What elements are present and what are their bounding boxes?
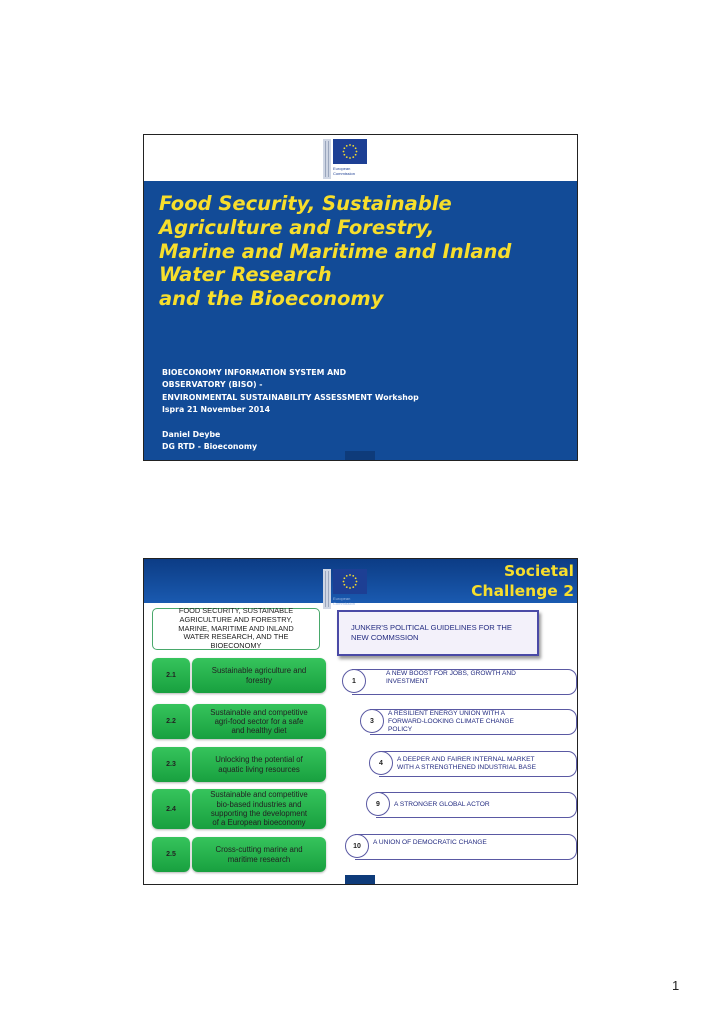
priority-label: A DEEPER AND FAIRER INTERNAL MARKET WITH A STRENGTHENED INDUSTRIAL BASE — [397, 756, 536, 771]
author-affiliation: DG RTD - Bioeconomy — [162, 442, 258, 452]
info-line: Ispra 21 November 2014 — [162, 405, 271, 415]
challenge-item — [152, 789, 326, 829]
priority-item — [342, 669, 577, 695]
priority-label: A RESILIENT ENERGY UNION WITH A FORWARD-LOOKING CLIMATE CHANGE POLICY — [388, 710, 514, 733]
author-name: Daniel Deybe — [162, 430, 221, 440]
challenge-heading-box — [152, 608, 320, 650]
priority-item — [369, 751, 577, 777]
info-line: OBSERVATORY (BISO) - — [162, 380, 263, 390]
item-number: 2.3 — [152, 747, 190, 782]
title-line: Challenge 2 — [471, 582, 574, 600]
item-number: 2.5 — [152, 837, 190, 872]
eu-flag-icon — [333, 139, 367, 164]
heading-line: AGRICULTURE AND FORESTRY, — [179, 614, 293, 624]
guidelines-line: NEW COMMSSION — [351, 633, 419, 642]
challenge-item — [152, 658, 326, 693]
info-line: BIOECONOMY INFORMATION SYSTEM AND — [162, 368, 347, 377]
priority-number: 1 — [342, 669, 366, 693]
heading-line: BIOECONOMY — [210, 641, 262, 651]
priority-label: A UNION OF DEMOCRATIC CHANGE — [373, 839, 487, 846]
european-commission-logo — [323, 569, 367, 609]
heading-line: FOOD SECURITY, SUSTAINABLE — [178, 606, 294, 616]
political-guidelines-box — [337, 610, 539, 656]
priority-label: A NEW BOOST FOR JOBS, GROWTH AND INVESTMENT — [386, 670, 516, 685]
slide-title-text — [471, 561, 574, 601]
info-line — [162, 417, 419, 429]
priority-item — [366, 792, 577, 818]
item-label: Unlocking the potential of aquatic living resources — [192, 747, 326, 782]
item-number: 2.1 — [152, 658, 190, 693]
title-line: and the Bioeconomy — [159, 287, 384, 311]
priority-item — [345, 834, 577, 860]
logo-text: European Commission — [333, 166, 356, 176]
item-number: 2.2 — [152, 704, 190, 739]
priority-number: 4 — [369, 751, 393, 775]
berlaymont-building-icon — [323, 569, 331, 609]
page-number: 1 — [672, 978, 680, 993]
item-label: Sustainable and competitive agri-food sector for a safe and healthy diet — [192, 704, 326, 739]
footer-tab — [345, 451, 375, 460]
european-commission-logo — [323, 139, 367, 179]
info-line: ENVIRONMENTAL SUSTAINABILITY ASSESSMENT Workshop — [162, 392, 419, 402]
item-number: 2.4 — [152, 789, 190, 829]
title-line: Agriculture and Forestry, — [159, 215, 435, 239]
item-label: Cross-cutting marine and maritime research — [192, 837, 326, 872]
heading-line: MARINE, MARITIME AND INLAND — [178, 623, 294, 633]
challenge-item — [152, 837, 326, 872]
heading-line: WATER RESEARCH, AND THE — [183, 632, 289, 642]
title-line: Water Research — [159, 263, 332, 287]
slide-title-text — [159, 192, 559, 311]
footer-tab — [345, 875, 375, 884]
title-line: Marine and Maritime and Inland — [159, 239, 512, 263]
berlaymont-building-icon — [323, 139, 331, 179]
slide-societal-challenge — [143, 558, 578, 885]
priority-number: 3 — [360, 709, 384, 733]
title-line: Societal — [503, 562, 574, 580]
challenge-item — [152, 704, 326, 739]
logo-text: European Commission — [333, 596, 356, 606]
item-label: Sustainable and competitive bio-based industries and supporting the development of a European bioeconomy — [192, 789, 326, 829]
guidelines-line: JUNKER'S POLITICAL GUIDELINES FOR THE — [351, 623, 512, 632]
slide-header — [144, 135, 577, 181]
priority-number: 10 — [345, 834, 369, 858]
title-line: Food Security, Sustainable — [159, 192, 452, 215]
item-label: Sustainable agriculture and forestry — [192, 658, 326, 693]
priority-number: 9 — [366, 792, 390, 816]
priority-label: A STRONGER GLOBAL ACTOR — [394, 801, 490, 808]
challenge-item — [152, 747, 326, 782]
event-info — [162, 367, 419, 454]
priority-item — [360, 709, 577, 735]
slide-banner — [144, 559, 577, 606]
slide-title — [143, 134, 578, 461]
eu-flag-icon — [333, 569, 367, 594]
